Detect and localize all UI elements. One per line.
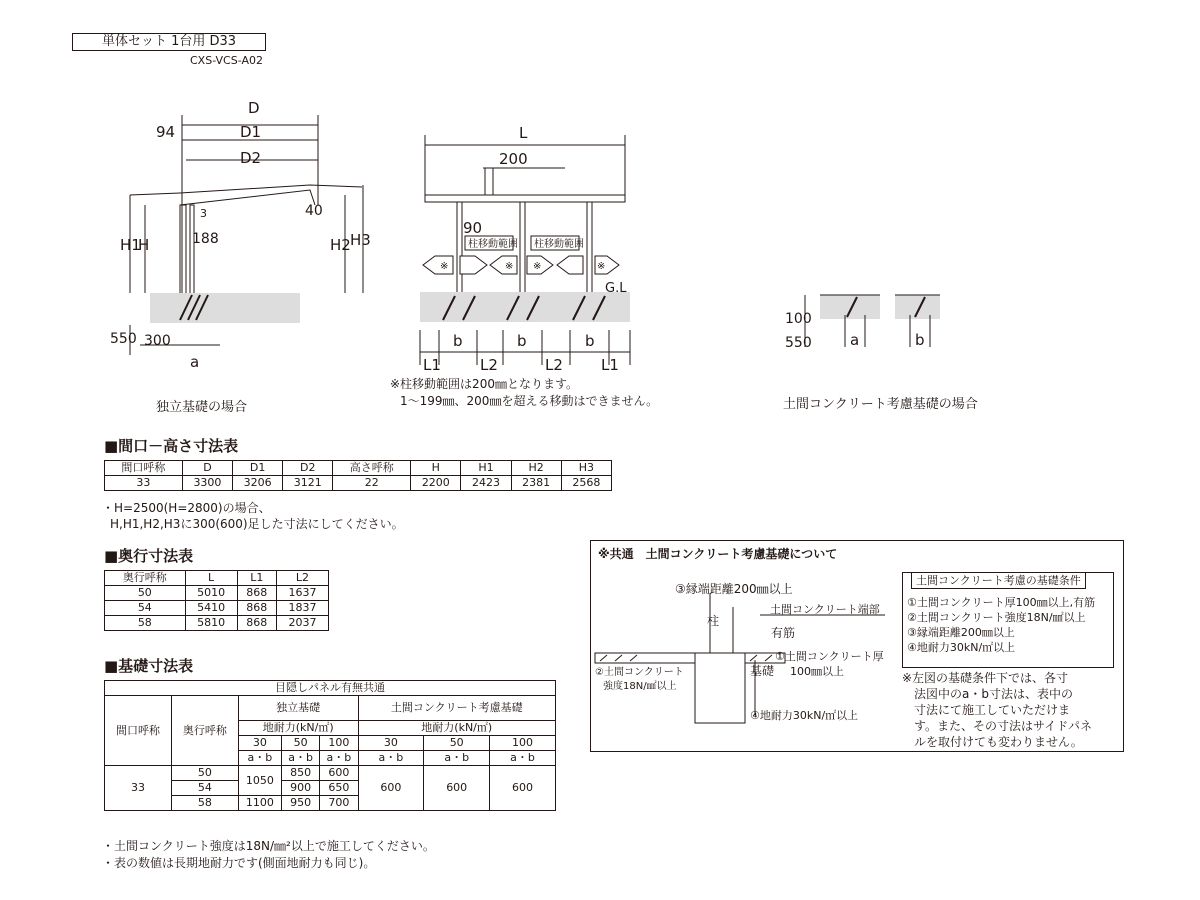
cell: 1100	[238, 796, 281, 811]
mark-3: ※	[533, 261, 542, 272]
ab-cell: a・b	[320, 751, 358, 766]
page-title: 単体セット 1台用 D33	[101, 34, 237, 49]
cell: 50	[171, 766, 238, 781]
common-title: ※共通 土間コンクリート考慮基礎について	[598, 547, 838, 561]
load-cell: 30	[238, 736, 281, 751]
dim-D1: D1	[240, 123, 262, 141]
cell: 2037	[277, 616, 329, 631]
slab-diagram	[775, 285, 950, 355]
header-cell: 間口呼称	[105, 461, 183, 476]
label-strength-1: ②土間コンクリート	[595, 667, 684, 678]
found-col-width: 間口呼称	[105, 696, 172, 766]
found-top-header: 目隠しパネル有無共通	[105, 681, 556, 696]
slope-mark: 3	[200, 207, 207, 220]
table-row	[105, 586, 329, 601]
cell: 600	[490, 766, 556, 811]
header-cell: H3	[561, 461, 611, 476]
found-table	[104, 680, 556, 811]
dim-40: 40	[305, 203, 323, 219]
load-cell: 50	[281, 736, 319, 751]
found-note-2: ・表の数値は長期地耐力です(側面地耐力も同じ)。	[102, 856, 376, 870]
found-col-depth: 奥行呼称	[171, 696, 238, 766]
label-pillar: 柱	[707, 614, 720, 628]
dim-b-3: b	[585, 332, 595, 350]
slab-dim-a: a	[850, 331, 860, 349]
range-label-1: 柱移動範囲	[468, 239, 518, 250]
side-diagram	[100, 95, 371, 375]
label-edge: ③縁端距離200㎜以上	[675, 582, 793, 596]
label-slab-end: 土間コンクリート端部	[770, 603, 880, 616]
cell: 2381	[511, 476, 561, 491]
cell: 900	[281, 781, 319, 796]
label-rebar: 有筋	[771, 626, 796, 640]
slab-dim-100: 100	[785, 311, 812, 327]
found-sub-1: 地耐力(kN/㎡)	[238, 721, 358, 736]
header-cell: H	[411, 461, 461, 476]
dim-H2: H2	[330, 236, 351, 254]
dim-L2-1: L2	[480, 356, 498, 374]
found-table-title: ■基礎寸法表	[104, 657, 194, 675]
condition-item: ②土間コンクリート強度18N/㎟以上	[907, 611, 1086, 624]
range-label-2: 柱移動範囲	[534, 239, 584, 250]
cell: 1837	[277, 601, 329, 616]
table-row	[105, 476, 612, 491]
label-strength-2: 強度18N/㎟以上	[603, 681, 677, 692]
header-cell: H2	[511, 461, 561, 476]
table-row	[105, 616, 329, 631]
dim-L: L	[519, 124, 528, 142]
header-cell: 奥行呼称	[105, 571, 186, 586]
found-group-slab: 土間コンクリート考慮基礎	[358, 696, 556, 721]
cell: 600	[358, 766, 424, 811]
condition-item: ④地耐力30kN/㎡以上	[907, 641, 1016, 654]
cell: 600	[424, 766, 490, 811]
cell: 22	[333, 476, 411, 491]
cell: 5810	[185, 616, 237, 631]
cell: 1637	[277, 586, 329, 601]
dim-L2-2: L2	[545, 356, 563, 374]
dim-b-2: b	[517, 332, 527, 350]
label-thick-1: ①土間コンクリート厚	[775, 650, 884, 663]
cell: 2568	[561, 476, 611, 491]
cell: 5410	[185, 601, 237, 616]
dim-D2: D2	[240, 149, 262, 167]
dim-300: 300	[144, 333, 171, 349]
dim-D: D	[248, 99, 260, 117]
front-diagram	[415, 120, 635, 375]
cell: 50	[105, 586, 186, 601]
height-note-1: ・H=2500(H=2800)の場合、	[102, 501, 271, 515]
header-cell: L2	[277, 571, 329, 586]
condition-item: ①土間コンクリート厚100㎜以上,有筋	[907, 596, 1096, 609]
cell: 2423	[461, 476, 511, 491]
cell: 5010	[185, 586, 237, 601]
condition-item: ③縁端距離200㎜以上	[907, 626, 1015, 639]
ab-cell: a・b	[281, 751, 319, 766]
header-cell: L1	[237, 571, 276, 586]
height-table	[104, 460, 612, 491]
mark-4: ※	[597, 261, 606, 272]
dim-L1-1: L1	[423, 356, 441, 374]
table-header-row	[105, 571, 329, 586]
cell: 868	[237, 601, 276, 616]
common-note: ※左図の基礎条件下では、各寸 法図中のa・b寸法は、表中の 寸法にて施工していただけま す。また、その寸法はサイドパネ ルを取付けても変わりません。	[902, 671, 1092, 749]
mark-2: ※	[505, 261, 514, 272]
label-found: 基礎	[750, 664, 775, 678]
found-sub-2: 地耐力(kN/㎡)	[358, 721, 556, 736]
header-cell: L	[185, 571, 237, 586]
slab-dim-550: 550	[785, 335, 812, 351]
front-note-1: ※柱移動範囲は200㎜となります。	[390, 377, 579, 391]
cell: 1050	[238, 766, 281, 796]
cell: 650	[320, 781, 358, 796]
header-cell: D2	[283, 461, 333, 476]
table-header-row	[105, 461, 612, 476]
dim-90: 90	[463, 219, 483, 237]
condition-box	[902, 572, 1114, 668]
found-note-1: ・土間コンクリート強度は18N/㎜²以上で施工してください。	[102, 839, 435, 853]
dim-a: a	[190, 353, 200, 371]
product-code: CXS-VCS-A02	[190, 54, 263, 67]
cell: 3206	[233, 476, 283, 491]
cell: 3300	[182, 476, 232, 491]
dim-H: H	[138, 236, 150, 254]
cell: 868	[237, 616, 276, 631]
label-thick-2: 100㎜以上	[790, 665, 844, 678]
dim-200: 200	[499, 150, 528, 168]
cell: 33	[105, 476, 183, 491]
header-cell: 高さ呼称	[333, 461, 411, 476]
condition-list	[907, 595, 1095, 655]
cell: 54	[105, 601, 186, 616]
common-diagram	[595, 575, 895, 735]
ab-cell: a・b	[238, 751, 281, 766]
cell: 58	[105, 616, 186, 631]
condition-title: 土間コンクリート考慮の基礎条件	[911, 572, 1086, 589]
cell: 600	[320, 766, 358, 781]
ab-cell: a・b	[358, 751, 424, 766]
dim-L1-2: L1	[601, 356, 619, 374]
slab-dim-b: b	[915, 331, 925, 349]
gl-label: G.L	[605, 281, 627, 296]
cell: 2200	[411, 476, 461, 491]
cell: 54	[171, 781, 238, 796]
found-width-value: 33	[105, 766, 172, 811]
found-group-independent: 独立基礎	[238, 696, 358, 721]
table-row	[105, 766, 556, 781]
front-note-2: 1〜199㎜、200㎜を超える移動はできません。	[400, 394, 659, 408]
header-cell: D1	[233, 461, 283, 476]
cell: 950	[281, 796, 319, 811]
cell: 850	[281, 766, 319, 781]
ab-cell: a・b	[424, 751, 490, 766]
dim-b-1: b	[453, 332, 463, 350]
dim-550: 550	[110, 331, 137, 347]
header-cell: H1	[461, 461, 511, 476]
cell: 700	[320, 796, 358, 811]
label-bearing: ④地耐力30kN/㎡以上	[750, 709, 859, 722]
load-cell: 100	[320, 736, 358, 751]
mark-1: ※	[440, 261, 449, 272]
depth-table	[104, 570, 329, 631]
caption-slab: 土間コンクリート考慮基礎の場合	[783, 397, 978, 412]
cell: 3121	[283, 476, 333, 491]
depth-table-title: ■奥行寸法表	[104, 547, 194, 565]
dim-H1: H1	[120, 236, 141, 254]
ab-cell: a・b	[490, 751, 556, 766]
load-cell: 50	[424, 736, 490, 751]
dim-188: 188	[192, 231, 219, 247]
caption-independent: 独立基礎の場合	[156, 400, 248, 415]
cell: 58	[171, 796, 238, 811]
header-cell: D	[182, 461, 232, 476]
dim-H3: H3	[350, 231, 371, 249]
height-note-2: H,H1,H2,H3に300(600)足した寸法にしてください。	[110, 517, 404, 531]
table-row	[105, 601, 329, 616]
height-table-title: ■間口－高さ寸法表	[104, 437, 239, 455]
page-title-box	[72, 33, 266, 51]
cell: 868	[237, 586, 276, 601]
dim-94: 94	[156, 123, 176, 141]
load-cell: 100	[490, 736, 556, 751]
load-cell: 30	[358, 736, 424, 751]
